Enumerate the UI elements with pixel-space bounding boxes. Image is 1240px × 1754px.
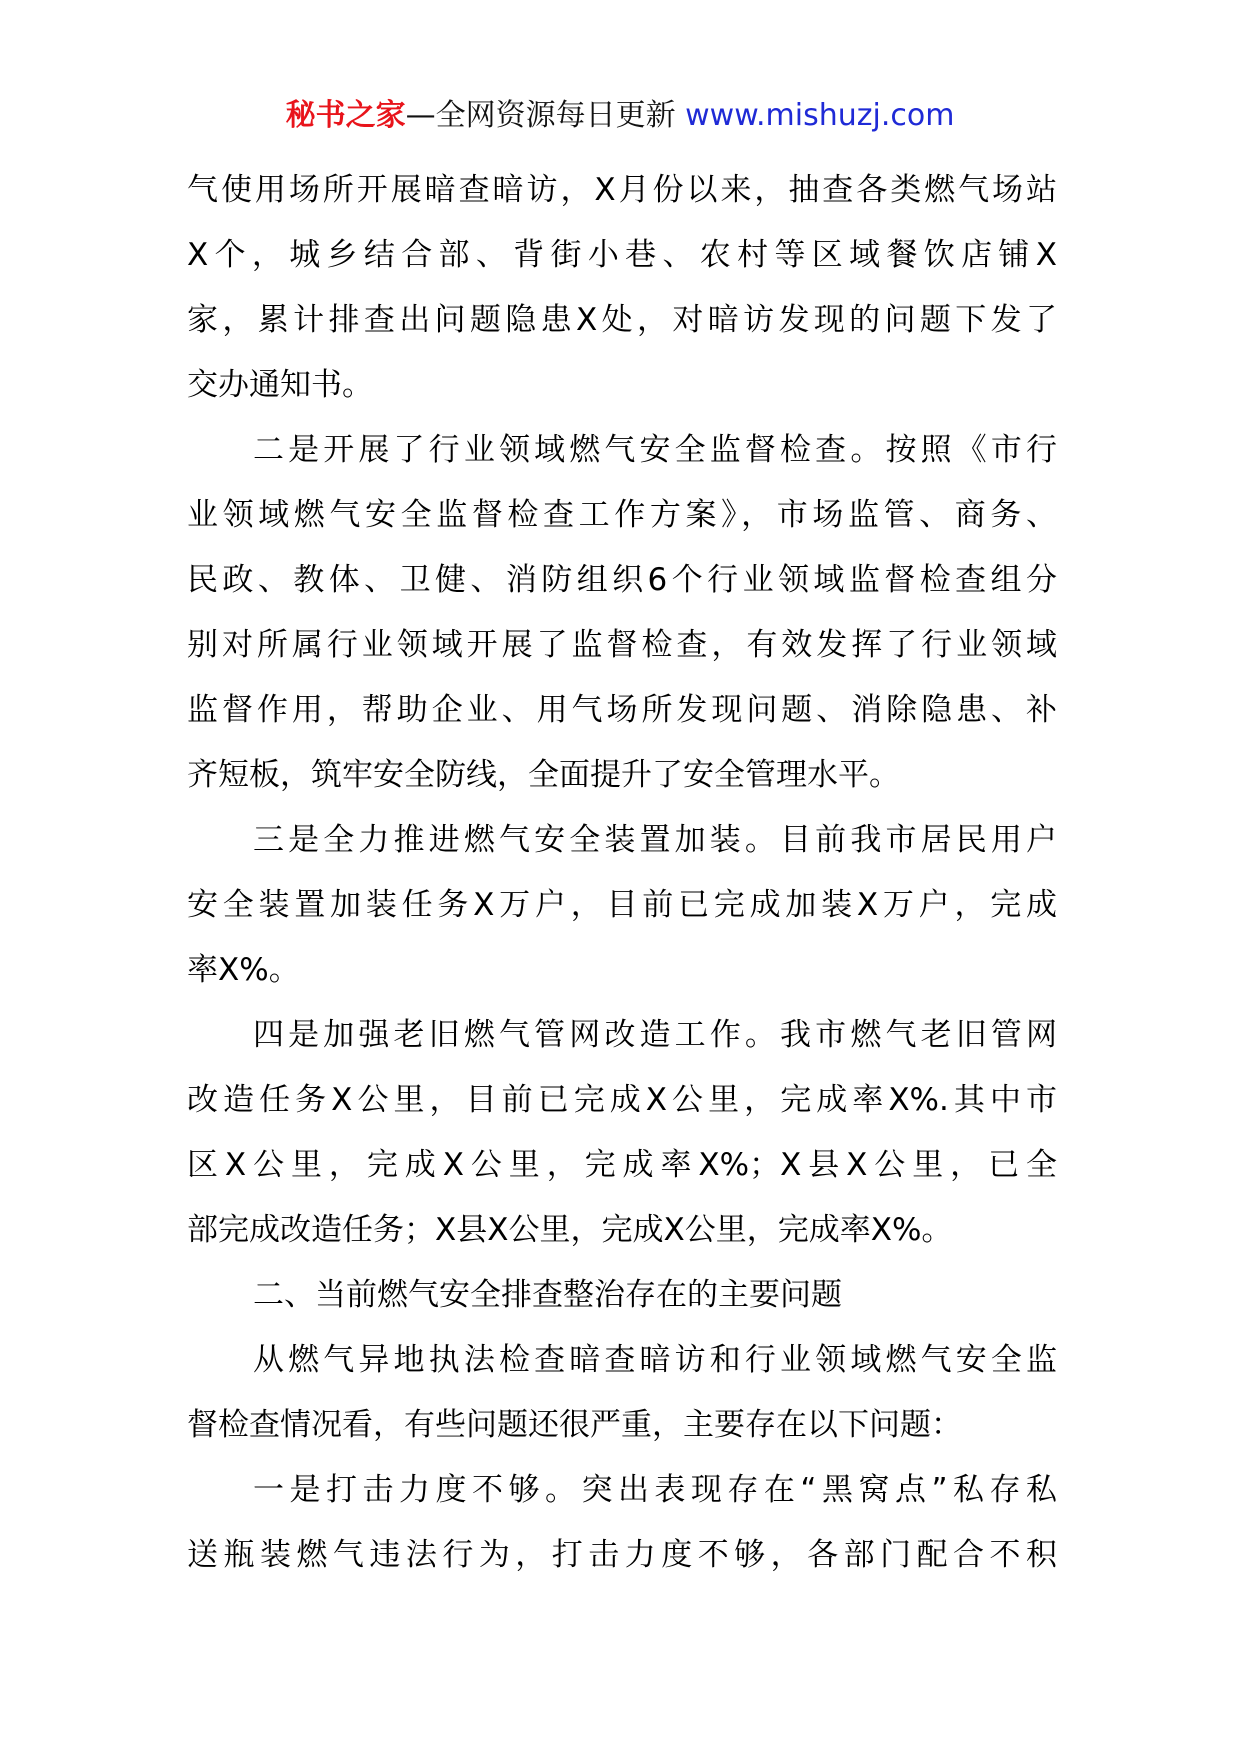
paragraph-first-line: 三是全力推进燃气安全装置加装。目前我市居民用户: [253, 822, 1057, 858]
section-heading: 二、当前燃气安全排查整治存在的主要问题: [253, 1277, 842, 1313]
text-line: 交办通知书。: [187, 367, 373, 403]
text-line: 部完成改造任务；X县X公里，完成X公里，完成率X%。: [187, 1212, 953, 1248]
text-line: 督检查情况看，有些问题还很严重，主要存在以下问题：: [187, 1407, 962, 1443]
header-brand: 秘书之家: [285, 98, 406, 133]
text-line: 气使用场所开展暗查暗访，X月份以来，抽查各类燃气场站: [187, 172, 1057, 208]
text-line: 别对所属行业领域开展了监督检查，有效发挥了行业领域: [187, 627, 1057, 663]
text-line: 民政、教体、卫健、消防组织6个行业领域监督检查组分: [187, 562, 1057, 598]
paragraph-first-line: 二是开展了行业领域燃气安全监督检查。按照《市行: [253, 432, 1057, 468]
document-body: [187, 158, 1057, 1588]
paragraph-first-line: 一是打击力度不够。突出表现存在“黑窝点”私存私: [253, 1472, 1057, 1508]
paragraph-first-line: 四是加强老旧燃气管网改造工作。我市燃气老旧管网: [253, 1017, 1057, 1053]
header-url-link[interactable]: www.mishuzj.com: [685, 98, 955, 133]
text-line: X个，城乡结合部、背街小巷、农村等区域餐饮店铺X: [187, 237, 1057, 273]
text-line: 率X%。: [187, 952, 300, 988]
text-line: 区X公里，完成X公里，完成率X%；X县X公里，已全: [187, 1147, 1057, 1183]
text-line: 齐短板，筑牢安全防线，全面提升了安全管理水平。: [187, 757, 900, 793]
header-slogan: —全网资源每日更新: [405, 98, 686, 133]
paragraph-first-line: 从燃气异地执法检查暗查暗访和行业领域燃气安全监: [253, 1342, 1057, 1378]
text-line: 业领域燃气安全监督检查工作方案》，市场监管、商务、: [187, 497, 1057, 533]
text-line: 改造任务X公里，目前已完成X公里，完成率X%.其中市: [187, 1082, 1057, 1118]
text-line: 安全装置加装任务X万户，目前已完成加装X万户，完成: [187, 887, 1057, 923]
page-header: [0, 96, 1240, 136]
text-line: 监督作用，帮助企业、用气场所发现问题、消除隐患、补: [187, 692, 1057, 728]
text-line: 送瓶装燃气违法行为，打击力度不够，各部门配合不积: [187, 1537, 1057, 1573]
text-line: 家，累计排查出问题隐患X处，对暗访发现的问题下发了: [187, 302, 1057, 338]
